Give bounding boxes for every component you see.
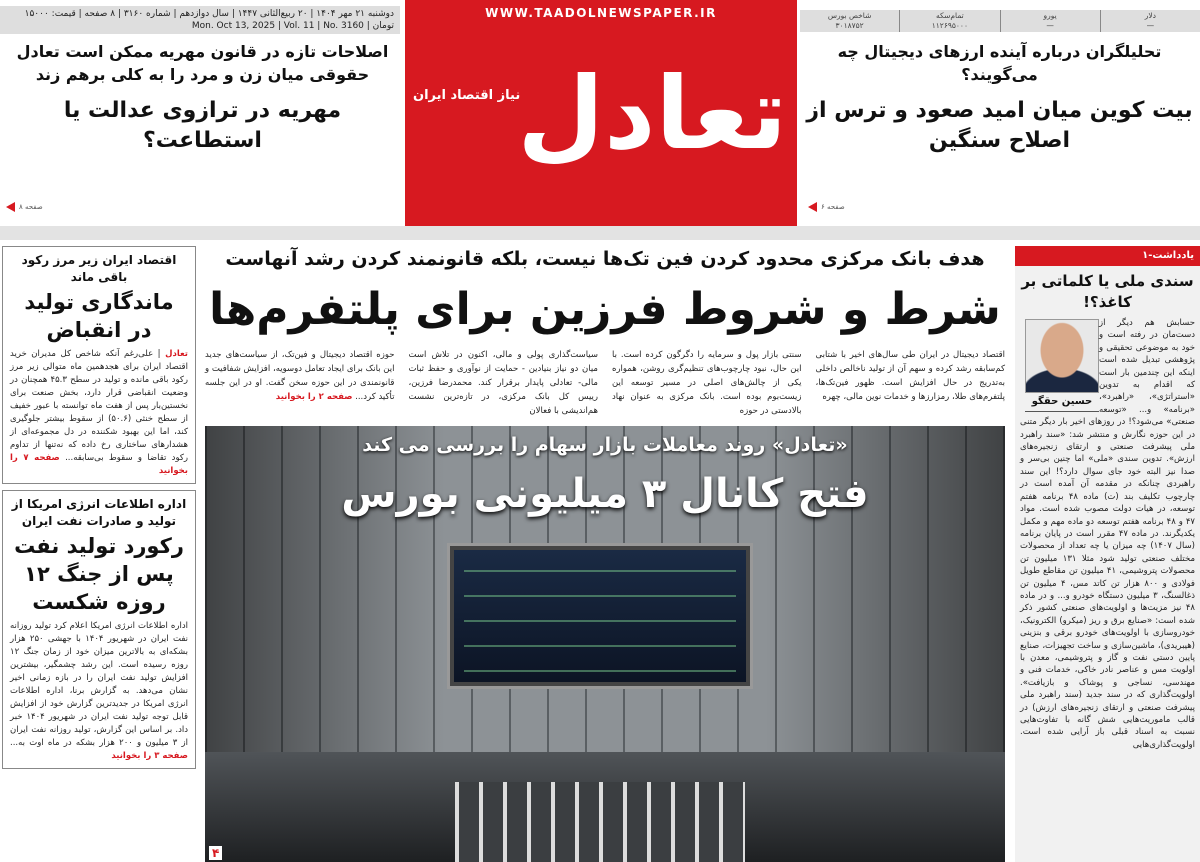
author-card [1025, 319, 1099, 412]
story-source: تعادل [165, 349, 188, 359]
divider [0, 226, 1200, 240]
story-box-manufacturing[interactable] [2, 246, 196, 484]
story-text: | علی‌رغم آنکه شاخص کل مدیران خرید اقتصاد ایران برای هجدهمین ماه متوالی زیر مرز رکود باقی مانده و تولید در سطح ۴۵.۳ همچنان در وضعیت انقباضی قرار دارد، بخش صنعت برای نخستین‌بار پس از هفت ماه توانسته با عبور خفیف از سطح خنثی (۵۰.۶) از سقوط بیشتر جلوگیری کند، اما این بهبود شکننده در دل مجموعه‌ای از هشدارهای ساختاری رخ داده که نه‌تنها از تداوم رکود تقاضا و سقوط بی‌سابقه... [10, 349, 188, 463]
section-label: یادداشت-۱ [1015, 246, 1200, 266]
market-value: ۳۰۱۸۷۵۲ [835, 21, 864, 30]
lead-story [205, 244, 1005, 862]
teaser-headline: مهریه در ترازوی عدالت یا استطاعت؟ [63, 98, 342, 153]
lead-column: سنتی بازار پول و سرمایه را دگرگون کرده است. با این حال، نبود چارچوب‌های تنظیم‌گری روشن، همواره یکی از چالش‌های اصلی در مسیر توسعه این زیست‌بوم بوده است. بانک مرکزی به عنوان نهاد بالادستی در حوزه [612, 350, 802, 416]
teaser-right[interactable] [802, 40, 1197, 156]
teaser-subhead: اصلاحات تازه در قانون مهریه ممکن است تعادل حقوقی میان زن و مرد را به کلی برهم زند [16, 42, 389, 84]
market-label: تمام‌سکه [935, 11, 964, 20]
lead-headline[interactable]: شرط و شروط فرزین برای پلتفرم‌ها [209, 284, 1001, 335]
lead-kicker: هدف بانک مرکزی محدود کردن فین تک‌ها نیست، بلکه قانونمند کردن رشد آنهاست [225, 248, 985, 270]
trading-board [450, 546, 750, 686]
teaser-left[interactable] [5, 40, 400, 156]
market-item-dollar [1100, 10, 1200, 32]
story-text: اداره اطلاعات انرژی امریکا اعلام کرد تولید روزانه نفت ایران در شهریور ۱۴۰۴ با جهشی ۲۵۰ هزار بشکه‌ای به بالاترین میزان خود از زمان جنگ ۱۲ روزه رسیده است. این رشد چشمگیر، بیشترین افزایش تولید نفت ایران را در بازه زمانی اخیر نشان می‌دهد. به گزارش برنا، اداره اطلاعات انرژی امریکا در جدیدترین گزارش خود از افزایش قابل توجه تولید نفت ایران در شهریور ۱۴۰۴ خبر داد. بر اساس این گزارش، تولید روزانه نفت ایران از ۳ میلیون و ۲۰۰ هزار بشکه در ماه اوت به... [10, 621, 189, 748]
read-more-link[interactable]: صفحه ۷ را بخوانید [10, 453, 188, 476]
market-item-euro [1000, 10, 1100, 32]
market-value: — [1046, 21, 1054, 30]
stock-exchange-photo[interactable] [205, 426, 1005, 862]
lead-column: اقتصاد دیجیتال در ایران طی سال‌های اخیر با شتابی کم‌سابقه رشد کرده و سهم آن از تولید ناخالص داخلی به‌تدریج در حال افزایش است. ظهور فین‌تک‌ها، پلتفرم‌های طلا، رمزارزها و خدمات نوین مالی، چهره [815, 350, 1005, 402]
editorial-column[interactable] [1015, 246, 1200, 862]
lead-column-text: حوزه اقتصاد دیجیتال و فین‌تک، از سیاست‌های جدید این بانک برای ایجاد تعامل دوسویه، افزایش شفافیت و قانونمندی در این حوزه سخن گفت. او در این جلسه تأکید کرد... [205, 350, 395, 402]
photo-kicker: «تعادل» روند معاملات بازار سهام را بررسی می کند [362, 434, 848, 456]
read-more-link[interactable]: صفحه ۳ را بخوانید [111, 751, 188, 761]
arrow-icon [6, 202, 15, 212]
editorial-body: حسابش هم دیگر از دست‌مان در رفته است و خود به موضوعی تحقیقی و پژوهشی تبدیل شده است اینکه این چندمین بار است که اقدام به تدوین «استراتژی»، «راهبرد»، «برنامه» و... «توسعه صنعتی» می‌شود؟! در روزهای اخیر بار دیگر متنی در این حوزه نگارش و منتشر شد: «سند راهبرد ملی پیشرفت صنعتی و ارتقای زنجیره‌های ارزش». تدوین سندی «ملی» اما چنین بی‌سر و صدا نیز البته خود جای سوال دارد؟! این سند راهبردی چنانکه در مقدمه آن آمده است در چارچوب تکلیف بند (ت) ماده ۴۸ برنامه هفتم توسعه، در هیات دولت مصوب شده است. مواد ۴۷ و ۴۸ برنامه هفتم توسعه دو ماده مهم و مکمل یکدیگرند. در ماده ۴۷ مقرر است در پایان برنامه (سال ۱۴۰۷) چه میزان یا چه تعداد از محصولات مختلف صنعتی تولید شود مثلا ۱۳۱ میلیون تن محصولات پتروشیمی، ۴۱ میلیون تن مقاطع طویل فولادی و ۸۰۰ هزار تن کاتد مس، ۴ میلیون تن ذغالسنگ، ۳ میلیون دستگاه خودرو و... و در ماده ۴۸ نیز مزیت‌ها و اولویت‌های صنعتی کشور ذکر شده است: «صنایع برق و ریز (میکرو) الکترونیک، خودروسازی با اولویت‌های خودرو برقی و بنزینی (هیبریدی)، ماشین‌سازی و ساخت تجهیزات، صنایع پایین دستی نفت و گاز و پتروشیمی، معدن با اولویت مس و عناصر نادر خاکی، خدمات فنی و مهندسی، نساجی و پوشاک و بازیافت». اولویت‌گذاری که در سند جدید (سند راهبرد ملی پیشرفت صنعتی و ارتقای زنجیره‌های ارزش) در قالب ماموریت‌هایی شش گانه با تفاوت‌هایی نسبت به اسناد قبلی باز آرایی شده است. اولویت‌گذاری‌هایی [1020, 318, 1196, 750]
market-item-coin [899, 10, 999, 32]
left-column [2, 246, 196, 860]
page-number: ۴ [209, 846, 222, 860]
story-kicker: اداره اطلاعات انرژی امریکا از تولید و صادرات نفت ایران [11, 497, 187, 528]
page-ref-right[interactable] [808, 202, 845, 212]
story-body [10, 620, 188, 763]
editorial-title: سندی ملی یا کلماتی بر کاغذ؟! [1021, 272, 1194, 311]
market-item-stock-index [800, 10, 899, 32]
story-kicker: اقتصاد ایران زیر مرز رکود باقی ماند [21, 253, 177, 284]
lead-columns [205, 348, 1005, 418]
market-label: شاخص بورس [827, 11, 872, 20]
page-ref-label: صفحه ۶ [821, 203, 845, 211]
story-box-oil[interactable] [2, 490, 196, 769]
author-name: حسین حقگو [1025, 395, 1099, 412]
story-headline: رکورد تولید نفت پس از جنگ ۱۲ روزه شکست [14, 534, 184, 614]
market-label: یورو [1043, 11, 1057, 20]
lead-column: سیاست‌گذاری پولی و مالی، اکنون در تلاش است میان دو نیاز بنیادین - حمایت از نوآوری و حفظ ثبات مالی- تعادلی پایدار برقرار کند. محمدرضا فرزین، رییس کل بانک مرکزی، در تازه‌ترین نشست هم‌اندیشی با فعالان [408, 350, 598, 416]
teaser-headline: بیت کوین میان امید صعود و ترس از اصلاح سنگین [806, 98, 1193, 153]
dateline: دوشنبه ۲۱ مهر ۱۴۰۴ | ۲۰ ربیع‌الثانی ۱۴۴۷ | سال دوازدهم | شماره ۳۱۶۰ | ۸ صفحه | قیمت: ۱۵۰۰۰ تومان | Mon. Oct 13, 2025 | Vol. 11 | No. 3160 [0, 6, 400, 34]
read-more-link[interactable]: صفحه ۲ را بخوانید [275, 392, 353, 402]
arrow-icon [808, 202, 817, 212]
author-photo [1025, 319, 1099, 393]
market-ticker [800, 10, 1200, 32]
website-url[interactable]: WWW.TAADOLNEWSPAPER.IR [485, 6, 717, 20]
teaser-subhead: تحلیلگران درباره آینده ارزهای دیجیتال چه می‌گویند؟ [837, 42, 1162, 84]
lead-column [205, 348, 395, 418]
page-ref-label: صفحه ۸ [19, 203, 43, 211]
logo-tagline: نیاز اقتصاد ایران [413, 88, 521, 103]
story-headline: ماندگاری تولید در انقباض [24, 290, 174, 342]
photo-headline: فتح کانال ۳ میلیونی بورس [341, 471, 869, 517]
page-ref-left[interactable] [6, 202, 43, 212]
logo-wordmark: تعادل [517, 55, 787, 172]
masthead-logo[interactable] [405, 0, 797, 226]
entrance-gates [455, 782, 745, 862]
market-value: ۱۱۲۶۹۵۰۰۰ [931, 21, 968, 30]
market-value: — [1146, 21, 1155, 30]
story-body [10, 348, 188, 478]
market-label: دلار [1144, 11, 1156, 20]
